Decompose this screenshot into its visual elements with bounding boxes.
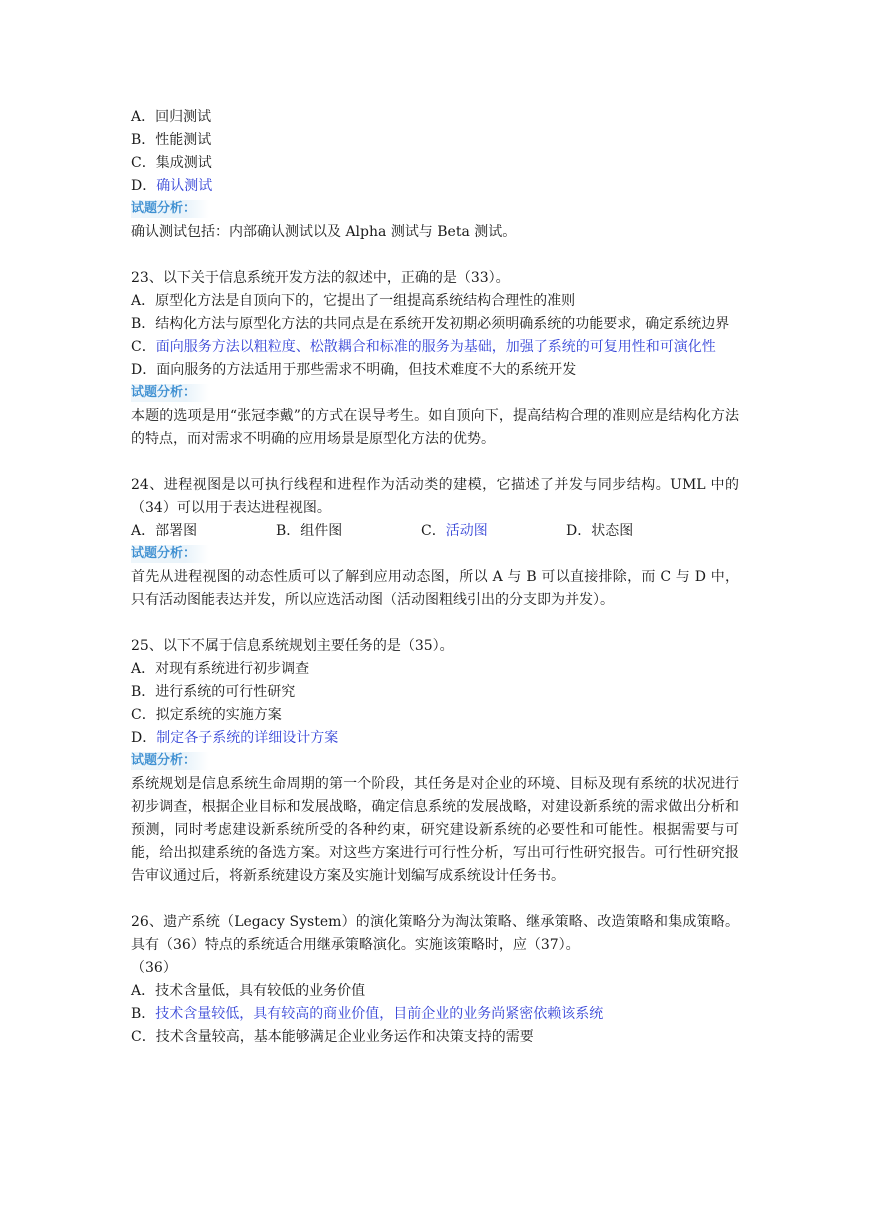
q26-sub-question: （36） [131,960,177,976]
q24-analysis-label: 试题分析： [131,545,209,563]
q26-option-b-prefix: B． [131,1006,156,1022]
q25-option-a: A．对现有系统进行初步调查 [131,661,310,677]
q24-correct-answer: 活动图 [445,523,488,539]
q22-option-d-prefix: D． [131,178,157,194]
q26-option-c: C．技术含量较高，基本能够满足企业业务运作和决策支持的需要 [131,1029,534,1045]
q25-option-b: B．进行系统的可行性研究 [131,684,296,700]
spacer [131,888,739,911]
q23-analysis-label: 试题分析： [131,384,209,402]
q22-option-b: B．性能测试 [131,132,212,148]
q23-correct-answer: 面向服务方法以粗粒度、松散耦合和标准的服务为基础，加强了系统的可复用性和可演化性 [155,339,716,355]
q24-stem: 24、进程视图是以可执行线程和进程作为活动类的建模，它描述了并发与同步结构。UML 中的（34）可以用于表达进程视图。 [131,477,739,516]
q23-option-c [131,336,739,359]
q23-option-b: B．结构化方法与原型化方法的共同点是在系统开发初期必须明确系统的功能要求，确定系统边界 [131,316,730,332]
q24-option-c [421,520,566,543]
q22-option-c: C．集成测试 [131,155,212,171]
q23-analysis: 本题的选项是用“张冠李戴”的方式在误导考生。如自顶向下，提高结构合理的准则应是结构化方法的特点，而对需求不明确的应用场景是原型化方法的优势。 [131,408,739,447]
q26-option-b [131,1003,739,1026]
q24-option-b: B．组件图 [276,523,343,539]
q25-option-c: C．拟定系统的实施方案 [131,707,282,723]
q23-option-d: D．面向服务的方法适用于那些需求不明确，但技术难度不大的系统开发 [131,362,577,378]
q24-options-row [131,520,739,543]
q22-correct-answer: 确认测试 [156,178,213,194]
spacer [131,451,739,474]
q23-stem: 23、以下关于信息系统开发方法的叙述中，正确的是（33）。 [131,270,510,286]
q25-option-d [131,727,739,750]
q25-stem: 25、以下不属于信息系统规划主要任务的是（35）。 [131,638,454,654]
q22-option-d [131,175,739,198]
spacer [131,244,739,267]
q22-analysis: 确认测试包括：内部确认测试以及 Alpha 测试与 Beta 测试。 [131,224,517,240]
q25-option-d-prefix: D． [131,730,157,746]
q25-analysis-label: 试题分析： [131,752,209,770]
q24-option-c-prefix: C． [421,523,446,539]
q24-analysis: 首先从进程视图的动态性质可以了解到应用动态图，所以 A 与 B 可以直接排除，而 C 与 D 中，只有活动图能表达并发，所以应选活动图（活动图粗线引出的分支即为并发）。 [131,569,739,608]
q23-option-c-prefix: C． [131,339,156,355]
q24-option-a: A．部署图 [131,523,198,539]
q26-correct-answer: 技术含量较低，具有较高的商业价值，目前企业的业务尚紧密依赖该系统 [155,1006,604,1022]
q24-option-d: D．状态图 [566,523,634,539]
q26-option-a: A．技术含量低，具有较低的业务价值 [131,983,366,999]
document-content [131,106,739,1049]
q25-correct-answer: 制定各子系统的详细设计方案 [156,730,339,746]
q22-option-a: A．回归测试 [131,109,212,125]
q25-analysis: 系统规划是信息系统生命周期的第一个阶段，其任务是对企业的环境、目标及现有系统的状况进行初步调查，根据企业目标和发展战略，确定信息系统的发展战略，对建设新系统的需求做出分析和预测，同时考虑建设新系统所受的各种约束，研究建设新系统的必要性和可能性。根据需要与可能，给出拟建系统的备选方案。对这些方案进行可行性分析，写出可行性研究报告。可行性研究报告审议通过后，将新系统建设方案及实施计划编写成系统设计任务书。 [131,776,739,884]
q23-option-a: A．原型化方法是自顶向下的，它提出了一组提高系统结构合理性的准则 [131,293,576,309]
q26-stem: 26、遗产系统（Legacy System）的演化策略分为淘汰策略、继承策略、改造策略和集成策略。具有（36）特点的系统适合用继承策略演化。实施该策略时，应（37）。 [131,914,739,953]
spacer [131,612,739,635]
q22-analysis-label: 试题分析： [131,200,209,218]
